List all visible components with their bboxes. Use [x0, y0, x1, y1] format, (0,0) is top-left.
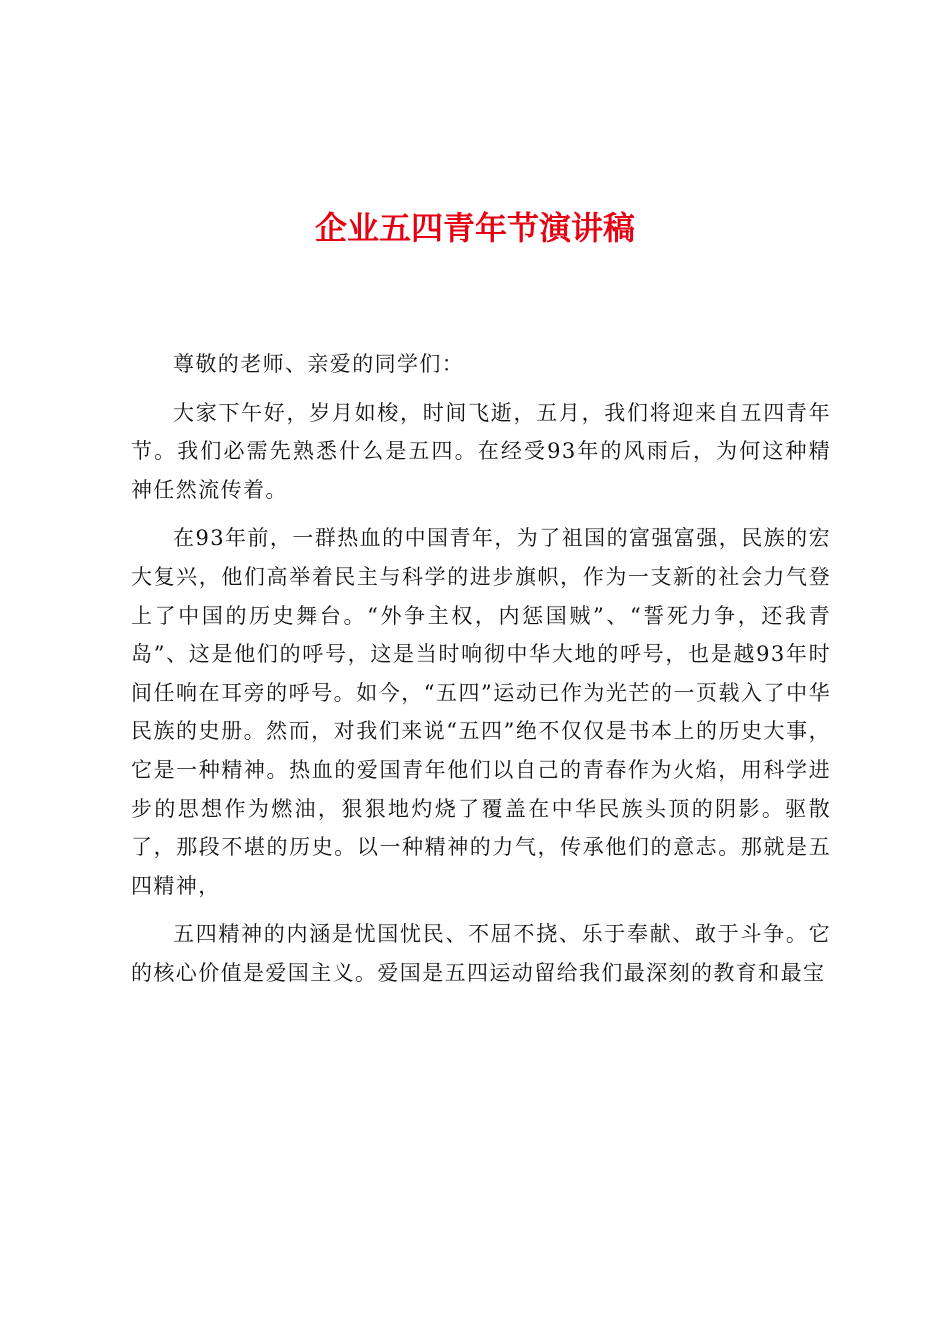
paragraph-history: 在93年前，一群热血的中国青年，为了祖国的富强富强，民族的宏大复兴，他们高举着民主与科学的进步旗帜，作为一支新的社会力气登上了中国的历史舞台。“外争主权，内惩国贼”、“誓死力争，还我青岛”、这是他们的呼号，这是当时响彻中华大地的呼号，也是越93年时间任响在耳旁的呼号。如今，“五四”运动已作为光芒的一页载入了中华民族的史册。然而，对我们来说“五四”绝不仅仅是书本上的历史大事，它是一种精神。热血的爱国青年他们以自己的青春作为火焰，用科学进步的思想作为燃油，狠狠地灼烧了覆盖在中华民族头顶的阴影。驱散了，那段不堪的历史。以一种精神的力气，传承他们的意志。那就是五四精神，: [131, 526, 831, 898]
document-body: [131, 345, 831, 1003]
paragraph-intro: 大家下午好，岁月如梭，时间飞逝，五月，我们将迎来自五四青年节。我们必需先熟悉什么是五四。在经受93年的风雨后，为何这种精神任然流传着。: [131, 400, 831, 502]
paragraph-greeting: 尊敬的老师、亲爱的同学们：: [173, 352, 465, 376]
document-title: 企业五四青年节演讲稿: [314, 209, 635, 247]
paragraph-spirit: 五四精神的内涵是忧国忧民、不屈不挠、乐于奉献、敢于斗争。它的核心价值是爱国主义。爱国是五四运动留给我们最深刻的教育和最宝: [131, 922, 831, 985]
